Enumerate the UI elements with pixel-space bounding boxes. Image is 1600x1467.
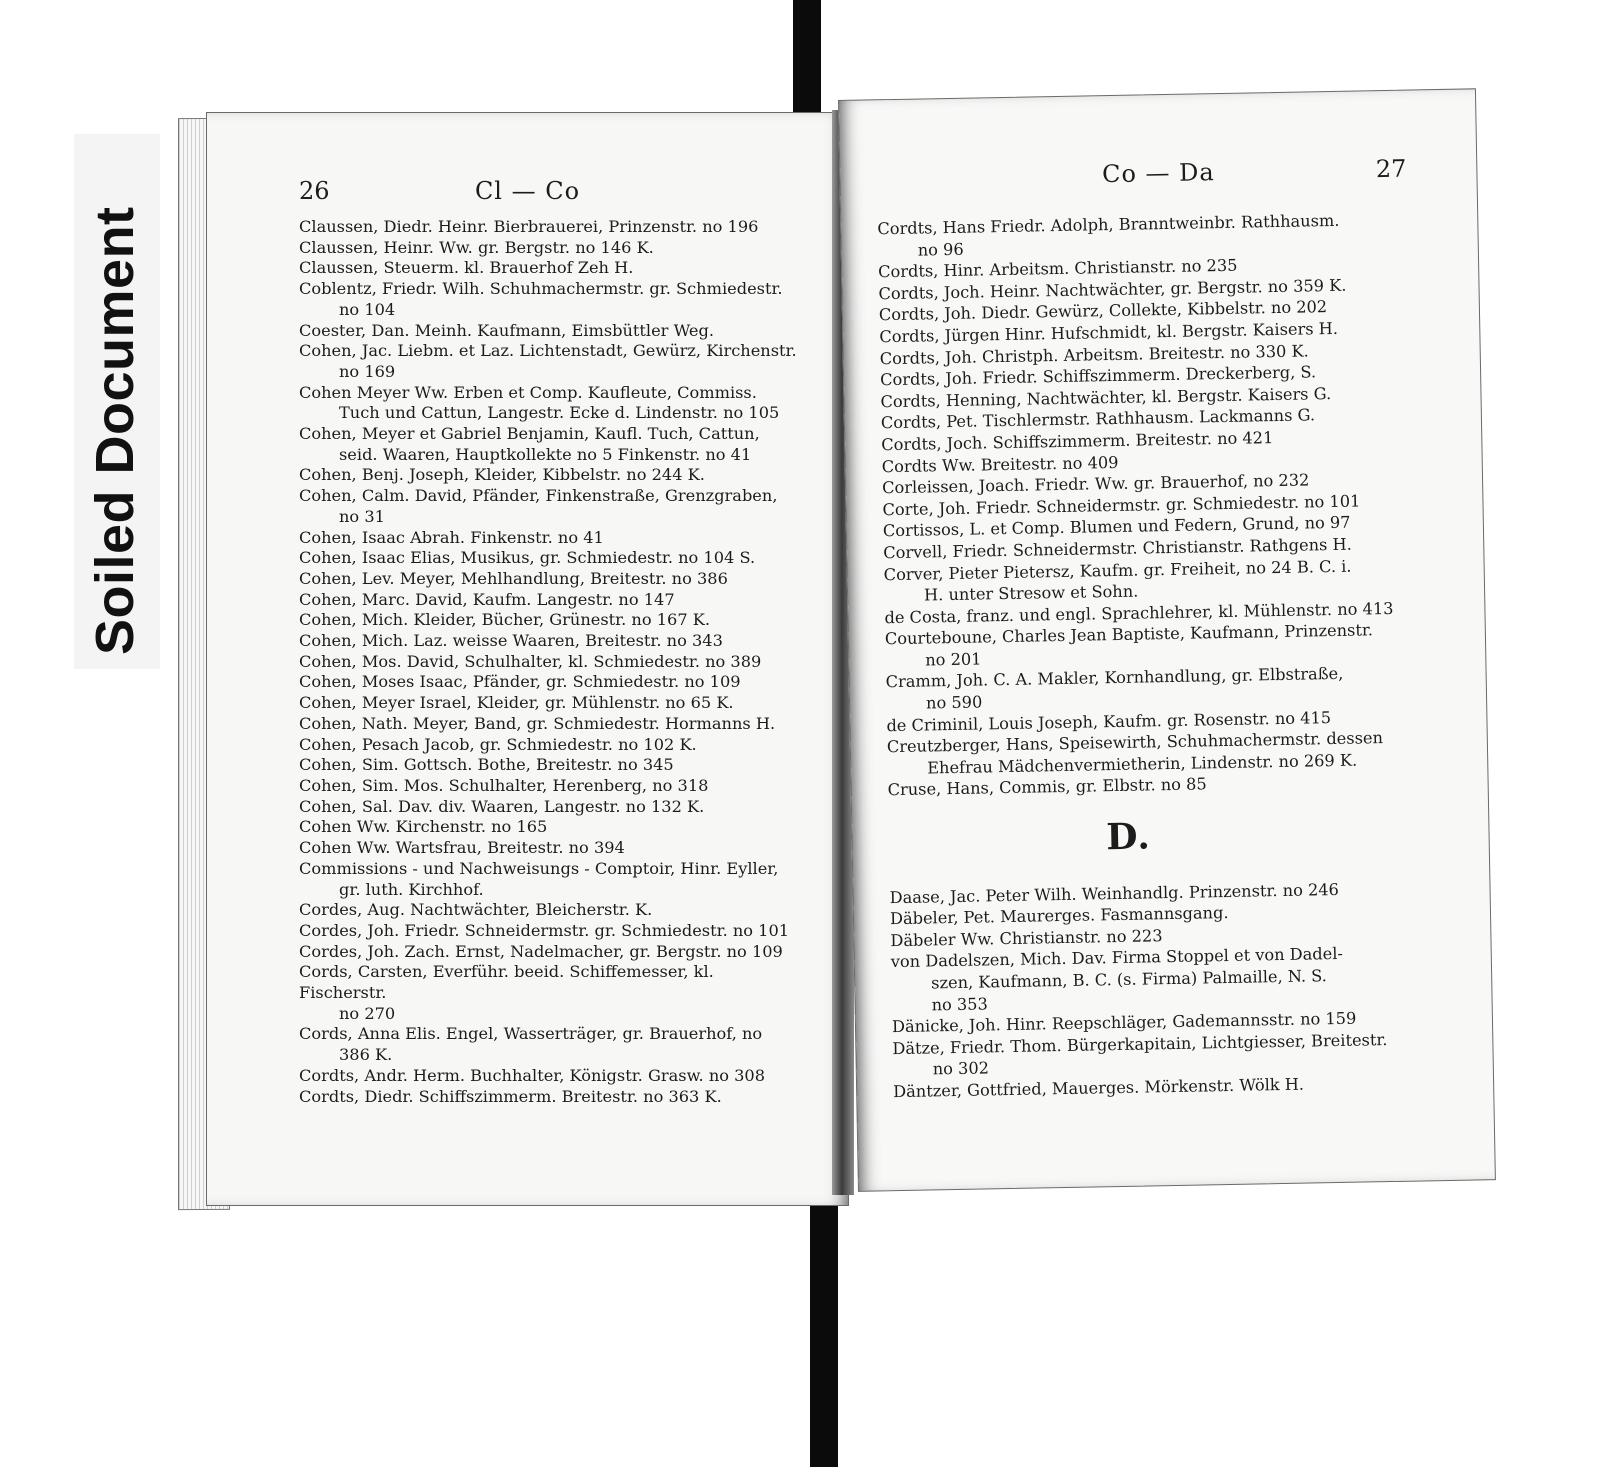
entry-line: de Criminil, Louis Joseph, Kaufm. gr. Rosenstr. no 415 <box>886 707 1332 735</box>
entry-line: Cordes, Aug. Nachtwächter, Bleicherstr. K. <box>299 900 653 920</box>
entry-line: Cohen Ww. Kirchenstr. no 165 <box>299 817 548 837</box>
left-page-header <box>207 177 848 207</box>
entry-line: Cohen Meyer Ww. Erben et Comp. Kaufleute, Commiss. <box>299 382 757 402</box>
entry-line: Dätze, Friedr. Thom. Bürgerkapitain, Lichtgiesser, Breitestr. <box>892 1029 1388 1058</box>
directory-entry <box>299 486 799 527</box>
entry-line: Dänicke, Joh. Hinr. Reepschläger, Gademannsstr. no 159 <box>891 1008 1357 1037</box>
directory-entry <box>299 217 799 238</box>
entry-line: de Costa, franz. und engl. Sprachlehrer, kl. Mühlenstr. no 413 <box>884 598 1394 627</box>
entry-line: Däbeler Ww. Christianstr. no 223 <box>890 926 1163 950</box>
entry-continuation-line: 386 K. <box>339 1045 393 1065</box>
directory-entry <box>299 776 799 797</box>
directory-entry <box>299 341 799 382</box>
entry-continuation-line: no 270 <box>339 1003 396 1023</box>
directory-entry <box>299 631 799 652</box>
directory-entry <box>299 279 799 320</box>
directory-entry <box>299 900 799 921</box>
entry-line: Cords, Carsten, Everführ. beeid. Schiffemesser, kl. Fischerstr. <box>299 962 719 1003</box>
entry-line: Cohen, Moses Isaac, Pfänder, gr. Schmiedestr. no 109 <box>299 672 741 692</box>
directory-entry <box>299 962 799 1024</box>
directory-entry <box>299 424 799 465</box>
binding-strap-top <box>793 0 821 130</box>
directory-entry <box>299 528 799 549</box>
entry-line: Cohen, Mos. David, Schulhalter, kl. Schmiedestr. no 389 <box>299 651 762 671</box>
entry-line: Creutzberger, Hans, Speisewirth, Schuhmachermstr. dessen <box>886 728 1384 757</box>
entry-line: Cohen, Jac. Liebm. et Laz. Lichtenstadt, Gewürz, Kirchenstr. <box>299 341 797 361</box>
section-letter-heading: D. <box>1105 815 1152 859</box>
entry-continuation-line: no 169 <box>339 361 396 381</box>
entry-continuation-line: no 201 <box>925 649 982 670</box>
entry-line: Cohen, Lev. Meyer, Mehlhandlung, Breitestr. no 386 <box>299 568 728 588</box>
entry-line: Claussen, Heinr. Ww. gr. Bergstr. no 146 K. <box>299 237 654 257</box>
entry-line: Cordts, Joh. Friedr. Schiffszimmerm. Dreckerberg, S. <box>879 362 1317 390</box>
entry-line: Cordts, Andr. Herm. Buchhalter, Königstr. Grasw. no 308 <box>299 1065 766 1085</box>
entry-line: Corvell, Friedr. Schneidermstr. Christianstr. Rathgens H. <box>883 534 1352 563</box>
entry-line: Cohen, Benj. Joseph, Kleider, Kibbelstr. no 244 K. <box>299 465 705 485</box>
entry-line: Cohen, Nath. Meyer, Band, gr. Schmiedestr. Hormanns H. <box>299 713 776 733</box>
entry-line: Cohen, Meyer Israel, Kleider, gr. Mühlenstr. no 65 K. <box>299 693 734 713</box>
entry-continuation-line: no 31 <box>339 506 385 526</box>
entry-line: Cords, Anna Elis. Engel, Wasserträger, gr. Brauerhof, no <box>299 1024 763 1044</box>
directory-entry <box>299 838 799 859</box>
entry-line: Cruse, Hans, Commis, gr. Elbstr. no 85 <box>887 774 1207 800</box>
entry-line: Cordts, Diedr. Schiffszimmerm. Breitestr. no 363 K. <box>299 1086 722 1106</box>
entry-line: Cordts Ww. Breitestr. no 409 <box>881 452 1119 476</box>
entry-line: Cordts, Hans Friedr. Adolph, Branntweinbr. Rathhausm. <box>877 210 1340 239</box>
directory-entry <box>299 1024 799 1065</box>
directory-entry <box>299 714 799 735</box>
entry-line: Coblentz, Friedr. Wilh. Schuhmachermstr. gr. Schmiedestr. <box>299 279 783 299</box>
directory-entry <box>891 942 1412 1016</box>
entry-line: Cohen, Sim. Gottsch. Bothe, Breitestr. no 345 <box>299 755 674 775</box>
entry-line: Cordts, Joch. Heinr. Nachtwächter, gr. Bergstr. no 359 K. <box>878 275 1347 304</box>
soiled-document-stamp: Soiled Document <box>85 206 145 655</box>
entry-line: Corte, Joh. Friedr. Schneidermstr. gr. Schmiedestr. no 101 <box>882 491 1361 519</box>
directory-entry <box>299 652 799 673</box>
directory-entry <box>299 238 799 259</box>
running-head: Cl — Co <box>474 177 581 205</box>
entry-continuation-line: no 104 <box>339 299 396 319</box>
entry-line: Cordes, Joh. Zach. Ernst, Nadelmacher, gr. Bergstr. no 109 <box>299 941 783 961</box>
entry-line: Däbeler, Pet. Maurerges. Fasmannsgang. <box>889 903 1229 929</box>
entry-line: Cordts, Pet. Tischlermstr. Rathhausm. Lackmanns G. <box>880 405 1316 433</box>
running-head: Co — Da <box>1101 158 1215 189</box>
entry-line: Cortissos, L. et Comp. Blumen und Federn, Grund, no 97 <box>882 512 1351 541</box>
entry-continuation-line: seid. Waaren, Hauptkollekte no 5 Finkenstr. no 41 <box>339 444 752 464</box>
entry-line: Cordts, Joch. Schiffszimmerm. Breitestr. no 421 <box>881 428 1274 455</box>
entry-line: Cohen, Isaac Elias, Musikus, gr. Schmiedestr. no 104 S. <box>299 548 756 568</box>
entry-line: Commissions - und Nachweisungs - Comptoir, Hinr. Eyller, <box>299 858 779 878</box>
entry-line: Cohen, Sim. Mos. Schulhalter, Herenberg, no 318 <box>299 775 709 795</box>
entry-continuation-line: no 302 <box>932 1058 990 1079</box>
directory-entry <box>299 258 799 279</box>
entry-line: Corleissen, Joach. Friedr. Ww. gr. Brauerhof, no 232 <box>881 470 1310 498</box>
directory-entry <box>299 817 799 838</box>
entry-line: Cohen, Isaac Abrah. Finkenstr. no 41 <box>299 527 604 547</box>
entry-line: Claussen, Steuerm. kl. Brauerhof Zeh H. <box>299 258 634 278</box>
entry-line: Cohen, Sal. Dav. div. Waaren, Langestr. no 132 K. <box>299 796 705 816</box>
entry-continuation-line: no 96 <box>917 239 964 260</box>
directory-entry <box>299 859 799 900</box>
right-page <box>838 88 1496 1192</box>
directory-entry <box>299 548 799 569</box>
page-number: 26 <box>299 177 330 205</box>
entry-line: Cohen Ww. Wartsfrau, Breitestr. no 394 <box>299 838 625 858</box>
entry-line: Cohen, Pesach Jacob, gr. Schmiedestr. no 102 K. <box>299 734 697 754</box>
directory-entry <box>299 797 799 818</box>
entry-line: Cordts, Joh. Diedr. Gewürz, Collekte, Kibbelstr. no 202 <box>878 297 1328 325</box>
entry-line: Cohen, Mich. Kleider, Bücher, Grünestr. no 167 K. <box>299 610 711 630</box>
entry-continuation-line: H. unter Stresow et Sohn. <box>923 581 1139 605</box>
entry-line: Cohen, Calm. David, Pfänder, Finkenstraße, Grenzgraben, <box>299 486 778 506</box>
entry-line: Cordes, Joh. Friedr. Schneidermstr. gr. Schmiedestr. no 101 <box>299 920 790 940</box>
directory-entry <box>299 610 799 631</box>
page-number: 27 <box>1375 154 1407 184</box>
entry-line: Däntzer, Gottfried, Mauerges. Mörkenstr. Wölk H. <box>893 1074 1305 1102</box>
directory-entry <box>299 465 799 486</box>
directory-entry <box>299 590 799 611</box>
entry-continuation-line: gr. luth. Kirchhof. <box>339 879 484 899</box>
directory-entry <box>299 383 799 424</box>
directory-entry <box>299 755 799 776</box>
directory-entry <box>299 672 799 693</box>
directory-entry <box>299 1066 799 1087</box>
entry-continuation-line: no 353 <box>931 994 988 1015</box>
directory-entry <box>299 321 799 342</box>
entry-continuation-line: szen, Kaufmann, B. C. (s. Firma) Palmaille, N. S. <box>931 966 1328 993</box>
entry-line: Cordts, Joh. Christph. Arbeitsm. Breitestr. no 330 K. <box>879 340 1309 368</box>
directory-entries-left <box>299 217 799 1107</box>
directory-entry <box>299 921 799 942</box>
entry-line: Cordts, Hinr. Arbeitsm. Christianstr. no 235 <box>877 255 1238 282</box>
right-page-header <box>840 153 1476 195</box>
entry-line: Cordts, Jürgen Hinr. Hufschmidt, kl. Bergstr. Kaisers H. <box>879 318 1339 347</box>
entry-line: Cordts, Henning, Nachtwächter, kl. Bergstr. Kaisers G. <box>880 383 1332 412</box>
directory-entry <box>299 569 799 590</box>
directory-entry <box>299 942 799 963</box>
directory-entry <box>299 1087 799 1108</box>
entry-line: Corver, Pieter Pietersz, Kaufm. gr. Freiheit, no 24 B. C. i. <box>883 556 1352 584</box>
directory-entry <box>299 735 799 756</box>
entry-line: Claussen, Diedr. Heinr. Bierbrauerei, Prinzenstr. no 196 <box>299 217 759 236</box>
entry-line: Cramm, Joh. C. A. Makler, Kornhandlung, gr. Elbstraße, <box>885 664 1344 692</box>
entry-line: Coester, Dan. Meinh. Kaufmann, Eimsbüttler Weg. <box>299 320 714 340</box>
binding-strap-bottom <box>810 1180 838 1467</box>
entry-line: Daase, Jac. Peter Wilh. Weinhandlg. Prinzenstr. no 246 <box>889 879 1340 907</box>
entry-line: von Dadelszen, Mich. Dav. Firma Stoppel et von Dadel- <box>890 944 1344 972</box>
entry-continuation-line: Tuch und Cattun, Langestr. Ecke d. Lindenstr. no 105 <box>339 403 780 423</box>
left-page <box>206 112 849 1206</box>
entry-line: Cohen, Meyer et Gabriel Benjamin, Kaufl. Tuch, Cattun, <box>299 424 760 444</box>
entry-line: Courteboune, Charles Jean Baptiste, Kaufmann, Prinzenstr. <box>884 620 1374 649</box>
entry-continuation-line: Ehefrau Mädchenvermietherin, Lindenstr. no 269 K. <box>927 750 1358 778</box>
directory-entry <box>299 693 799 714</box>
directory-entries-right <box>877 209 1413 1103</box>
entry-line: Cohen, Mich. Laz. weisse Waaren, Breitestr. no 343 <box>299 631 723 651</box>
entry-continuation-line: no 590 <box>925 692 983 713</box>
entry-line: Cohen, Marc. David, Kaufm. Langestr. no 147 <box>299 589 675 609</box>
